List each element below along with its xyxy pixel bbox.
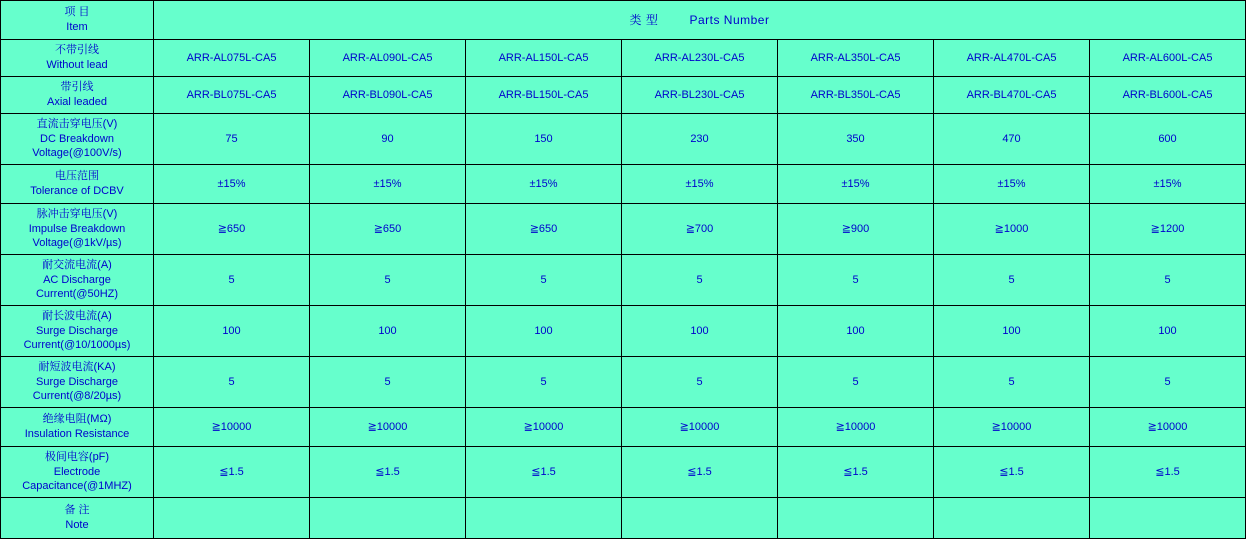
cell-value: 230 (622, 114, 778, 165)
row-label-en2: Current(@10/1000µs) (23, 339, 131, 352)
row-label-en: Insulation Resistance (24, 428, 130, 440)
cell-value: ARR-AL230L-CA5 (622, 40, 778, 77)
table-row (1, 306, 1246, 357)
cell-value: 5 (1090, 255, 1246, 306)
cell-value: 100 (154, 306, 310, 357)
row-label-impulse-breakdown-voltage (1, 204, 154, 255)
header-item-label-en: Item (66, 21, 88, 33)
cell-value: 100 (778, 306, 934, 357)
cell-value: ≧900 (778, 204, 934, 255)
header-item-label-cn: 项 目 (64, 6, 90, 19)
table-header-row (1, 1, 1246, 40)
cell-value: ARR-AL470L-CA5 (934, 40, 1090, 77)
row-label-en2: Voltage(@1kV/µs) (32, 237, 122, 250)
cell-value: 600 (1090, 114, 1246, 165)
cell-value (154, 498, 310, 539)
cell-value: 5 (310, 357, 466, 408)
row-label-en: Note (65, 519, 89, 531)
row-label-cn: 耐长波电流(A) (42, 309, 112, 322)
row-label-en: Tolerance of DCBV (30, 185, 124, 197)
cell-value: ARR-AL150L-CA5 (466, 40, 622, 77)
cell-value: ±15% (466, 165, 622, 204)
cell-value: 350 (778, 114, 934, 165)
cell-value: 5 (778, 255, 934, 306)
cell-value: 150 (466, 114, 622, 165)
cell-value: ≧650 (310, 204, 466, 255)
row-label-cn: 带引线 (60, 81, 94, 94)
row-label-cn: 极间电容(pF) (44, 450, 110, 463)
row-label-en2: Current(@8/20µs) (32, 390, 122, 403)
row-label-en2: Voltage(@100V/s) (32, 147, 122, 160)
header-parts-cell (154, 1, 1246, 40)
cell-value: 5 (154, 255, 310, 306)
row-label-en: Impulse Breakdown (28, 222, 126, 235)
cell-value: ±15% (934, 165, 1090, 204)
cell-value: ≦1.5 (778, 447, 934, 498)
row-label-note (1, 498, 154, 539)
row-label-without-lead (1, 40, 154, 77)
cell-value: ≧1000 (934, 204, 1090, 255)
cell-value: 90 (310, 114, 466, 165)
table-row (1, 498, 1246, 539)
cell-value: 75 (154, 114, 310, 165)
cell-value: 5 (778, 357, 934, 408)
cell-value: 100 (1090, 306, 1246, 357)
cell-value: ±15% (154, 165, 310, 204)
row-label-en: Surge Discharge (36, 375, 118, 388)
row-label-en2: Current(@50HZ) (35, 288, 119, 301)
table-row (1, 204, 1246, 255)
row-label-en: DC Breakdown (40, 132, 114, 145)
cell-value: ±15% (778, 165, 934, 204)
row-label-cn: 不带引线 (55, 44, 99, 57)
row-label-cn: 耐短波电流(KA) (38, 360, 116, 373)
table-row (1, 357, 1246, 408)
cell-value: ±15% (310, 165, 466, 204)
cell-value: ≧700 (622, 204, 778, 255)
cell-value (934, 498, 1090, 539)
table-row (1, 77, 1246, 114)
cell-value: ≧10000 (310, 408, 466, 447)
row-label-electrode-capacitance (1, 447, 154, 498)
row-label-tolerance-of-dcbv (1, 165, 154, 204)
cell-value: 100 (622, 306, 778, 357)
cell-value: 5 (466, 357, 622, 408)
row-label-axial-leaded (1, 77, 154, 114)
cell-value: ≦1.5 (622, 447, 778, 498)
table-row (1, 114, 1246, 165)
header-parts-label-en: Parts Number (689, 12, 770, 27)
cell-value: ARR-BL600L-CA5 (1090, 77, 1246, 114)
row-label-dc-breakdown-voltage (1, 114, 154, 165)
row-label-en: Without lead (46, 59, 108, 71)
cell-value: 5 (622, 255, 778, 306)
cell-value: ARR-BL350L-CA5 (778, 77, 934, 114)
cell-value: ≧1200 (1090, 204, 1246, 255)
row-label-en: Surge Discharge (36, 324, 118, 337)
cell-value: 5 (1090, 357, 1246, 408)
cell-value: ARR-AL075L-CA5 (154, 40, 310, 77)
cell-value: ARR-BL230L-CA5 (622, 77, 778, 114)
row-label-en: Electrode (53, 465, 101, 478)
cell-value: 5 (934, 255, 1090, 306)
row-label-insulation-resistance (1, 408, 154, 447)
cell-value: ARR-BL075L-CA5 (154, 77, 310, 114)
cell-value: 5 (310, 255, 466, 306)
header-parts-label-cn: 类 型 (629, 12, 659, 27)
cell-value: ≦1.5 (934, 447, 1090, 498)
row-label-en2: Capacitance(@1MHZ) (22, 480, 132, 493)
cell-value: ≧650 (466, 204, 622, 255)
cell-value: ≦1.5 (1090, 447, 1246, 498)
cell-value: 100 (310, 306, 466, 357)
row-label-cn: 绝缘电阻(MΩ) (42, 413, 112, 426)
row-label-cn: 电压范围 (55, 170, 99, 183)
table-row (1, 408, 1246, 447)
cell-value: ±15% (622, 165, 778, 204)
row-label-ac-discharge-current (1, 255, 154, 306)
cell-value (310, 498, 466, 539)
cell-value: ≦1.5 (466, 447, 622, 498)
cell-value: ≧10000 (622, 408, 778, 447)
cell-value (778, 498, 934, 539)
table-row (1, 447, 1246, 498)
cell-value: ARR-BL470L-CA5 (934, 77, 1090, 114)
cell-value (466, 498, 622, 539)
cell-value: ≦1.5 (154, 447, 310, 498)
cell-value: ≧10000 (466, 408, 622, 447)
row-label-surge-discharge-current-long (1, 306, 154, 357)
row-label-cn: 耐交流电流(A) (42, 258, 112, 271)
cell-value: ≧10000 (1090, 408, 1246, 447)
cell-value (1090, 498, 1246, 539)
cell-value: ≦1.5 (310, 447, 466, 498)
cell-value: 5 (466, 255, 622, 306)
row-label-en: AC Discharge (43, 273, 111, 286)
cell-value: ≧10000 (778, 408, 934, 447)
cell-value: ≧10000 (934, 408, 1090, 447)
cell-value: 5 (622, 357, 778, 408)
row-label-cn: 备 注 (64, 504, 90, 517)
cell-value: ARR-AL090L-CA5 (310, 40, 466, 77)
cell-value: ±15% (1090, 165, 1246, 204)
cell-value: 470 (934, 114, 1090, 165)
cell-value: ARR-AL350L-CA5 (778, 40, 934, 77)
cell-value: ARR-BL150L-CA5 (466, 77, 622, 114)
table-row (1, 40, 1246, 77)
table-row (1, 165, 1246, 204)
cell-value: 5 (154, 357, 310, 408)
table-row (1, 255, 1246, 306)
cell-value: ≧650 (154, 204, 310, 255)
cell-value: ARR-AL600L-CA5 (1090, 40, 1246, 77)
cell-value (622, 498, 778, 539)
row-label-surge-discharge-current-short (1, 357, 154, 408)
row-label-en: Axial leaded (47, 96, 107, 108)
cell-value: ARR-BL090L-CA5 (310, 77, 466, 114)
row-label-cn: 直流击穿电压(V) (36, 117, 118, 130)
cell-value: 100 (466, 306, 622, 357)
row-label-cn: 脉冲击穿电压(V) (36, 207, 118, 220)
header-item-cell (1, 1, 154, 40)
cell-value: ≧10000 (154, 408, 310, 447)
cell-value: 100 (934, 306, 1090, 357)
cell-value: 5 (934, 357, 1090, 408)
